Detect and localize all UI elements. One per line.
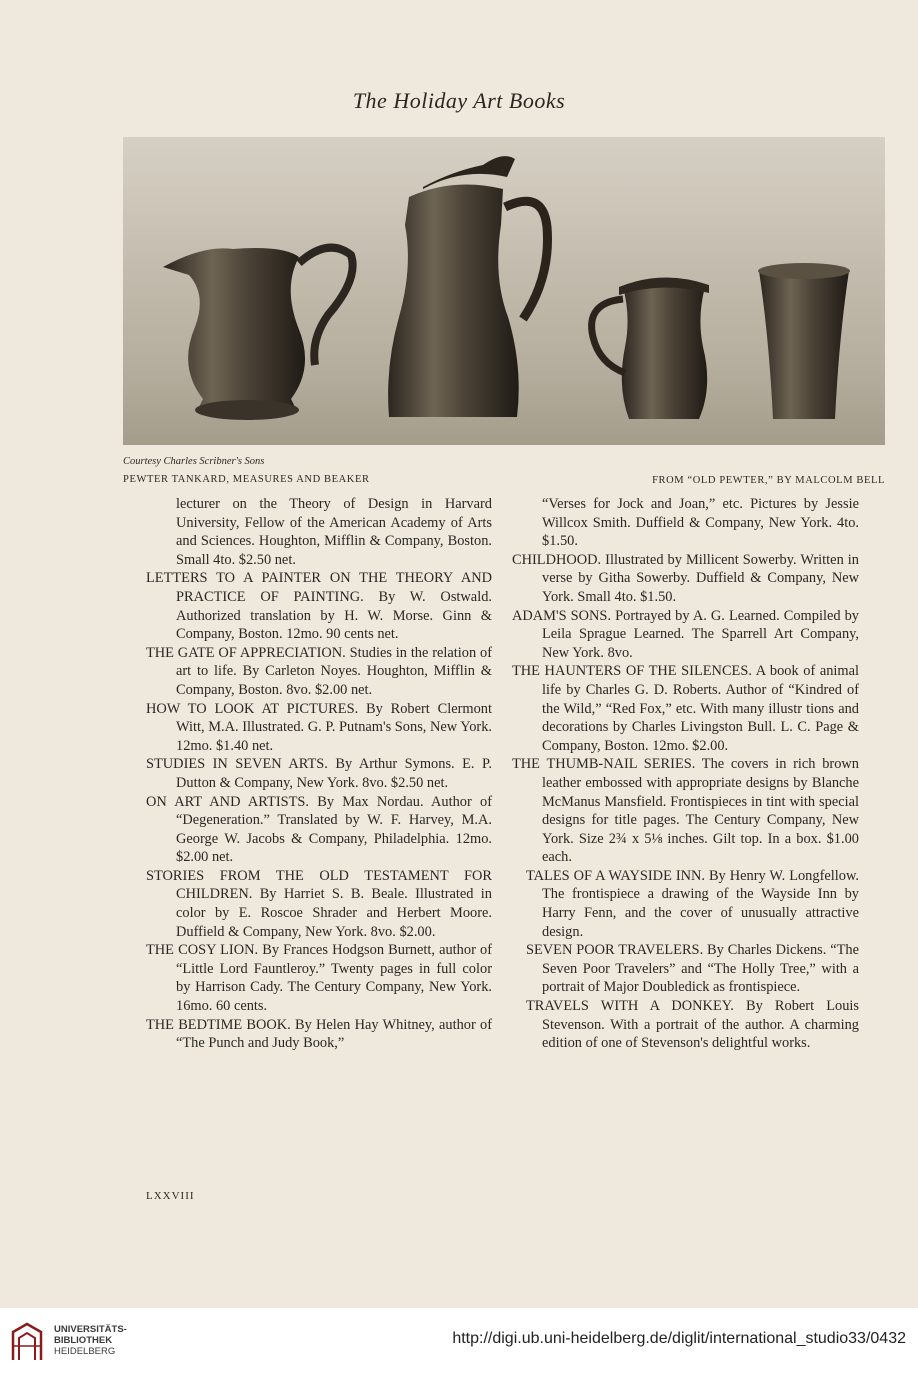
list-item: “Verses for Jock and Joan,” etc. Pictures by Jessie Willcox Smith. Duffield & Company, New York. 4to. $1.50. bbox=[542, 496, 859, 550]
photo-credit: Courtesy Charles Scribner's Sons bbox=[123, 456, 265, 467]
library-name-line: BIBLIOTHEK bbox=[54, 1335, 113, 1346]
source-url-link[interactable]: http://digi.ub.uni-heidelberg.de/diglit/international_studio33/0432 bbox=[452, 1330, 906, 1347]
list-item: HOW TO LOOK AT PICTURES. By Robert Clermont Witt, M.A. Illustrated. G. P. Putnam's Sons, New York. 12mo. $1.40 net. bbox=[146, 700, 492, 754]
library-name-line: UNIVERSITÄTS- bbox=[54, 1324, 127, 1335]
list-item: STORIES FROM THE OLD TESTAMENT FOR CHILDREN. By Harriet S. B. Beale. Illustrated in color by E. Roscoe Shrader and Herbert Moore. Duffield & Company, New York. 8vo. $2.00. bbox=[146, 867, 492, 940]
page-title: The Holiday Art Books bbox=[352, 88, 566, 113]
library-name-line: HEIDELBERG bbox=[54, 1346, 116, 1357]
photo-source: FROM “OLD PEWTER,” BY MALCOLM BELL bbox=[652, 475, 885, 486]
list-item: TRAVELS WITH A DONKEY. By Robert Louis Stevenson. With a portrait of the author. A charming edition of one of Stevenson's delightful works. bbox=[526, 998, 859, 1052]
left-column bbox=[146, 495, 492, 1053]
page-number: LXXVIII bbox=[146, 1190, 195, 1202]
list-item: THE BEDTIME BOOK. By Helen Hay Whitney, author of “The Punch and Judy Book,” bbox=[146, 1016, 492, 1052]
library-name bbox=[54, 1324, 127, 1357]
list-item: ADAM'S SONS. Portrayed by A. G. Learned. Compiled by Leila Sprague Learned. The Sparrell Art Company, New York. 8vo. bbox=[512, 607, 859, 661]
pewter-photograph bbox=[123, 137, 885, 445]
list-item: LETTERS TO A PAINTER ON THE THEORY AND PRACTICE OF PAINTING. By W. Ostwald. Authorized translation by H. W. Morse. Ginn & Company, Boston. 12mo. 90 cents net. bbox=[146, 570, 492, 643]
list-item: lecturer on the Theory of Design in Harvard University, Fellow of the American Academy of Arts and Sciences. Houghton, Mifflin & Company, Boston. Small 4to. $2.50 net. bbox=[176, 496, 492, 568]
pewter-beaker bbox=[758, 263, 850, 419]
library-logo-icon bbox=[10, 1322, 44, 1362]
list-item: THE THUMB-NAIL SERIES. The covers in rich brown leather embossed with appropriate designs by Blanche McManus Mansfield. Frontispieces in tint with special designs for title pages. The Century Company, New York. Size 2¾ x 5⅛ inches. Gilt top. In a box. $1.00 each. bbox=[512, 756, 859, 866]
list-item: THE COSY LION. By Frances Hodgson Burnett, author of “Little Lord Fauntleroy.” Twenty pages in full color by Harrison Cady. The Century Company, New York. 16mo. 60 cents. bbox=[146, 942, 492, 1015]
list-item: SEVEN POOR TRAVELERS. By Charles Dickens. “The Seven Poor Travelers” and “The Holly Tree,” with a portrait of Major Doubledick as frontispiece. bbox=[526, 942, 859, 996]
photo-caption: PEWTER TANKARD, MEASURES AND BEAKER bbox=[123, 474, 370, 485]
list-item: CHILDHOOD. Illustrated by Millicent Sowerby. Written in verse by Githa Sowerby. Duffield & Company, New York. Small 4to. $1.50. bbox=[512, 551, 859, 605]
list-item: THE GATE OF APPRECIATION. Studies in the relation of art to life. By Carleton Noyes. Houghton, Mifflin & Company, Boston. 8vo. $2.00 net. bbox=[146, 644, 492, 698]
right-column bbox=[512, 495, 859, 1053]
list-item: TALES OF A WAYSIDE INN. By Henry W. Longfellow. The frontispiece a drawing of the Wayside Inn by Harry Fenn, and the cover of unusually attractive design. bbox=[526, 867, 859, 940]
pewter-vessels-image bbox=[123, 137, 885, 445]
list-item: THE HAUNTERS OF THE SILENCES. A book of animal life by Charles G. D. Roberts. Author of “Kindred of the Wild,” “Red Fox,” etc. With many illustr tions and decorations by Charles Livingston Bull. L. C. Page & Company, Boston. 12mo. $2.00. bbox=[512, 663, 859, 754]
list-item: STUDIES IN SEVEN ARTS. By Arthur Symons. E. P. Dutton & Company, New York. 8vo. $2.50 net. bbox=[146, 756, 492, 791]
footer bbox=[0, 1308, 918, 1374]
list-item: ON ART AND ARTISTS. By Max Nordau. Author of “Degeneration.” Translated by W. F. Harvey, M.A. George W. Jacobs & Company, Philadelphia. 12mo. $2.00 net. bbox=[146, 793, 492, 866]
